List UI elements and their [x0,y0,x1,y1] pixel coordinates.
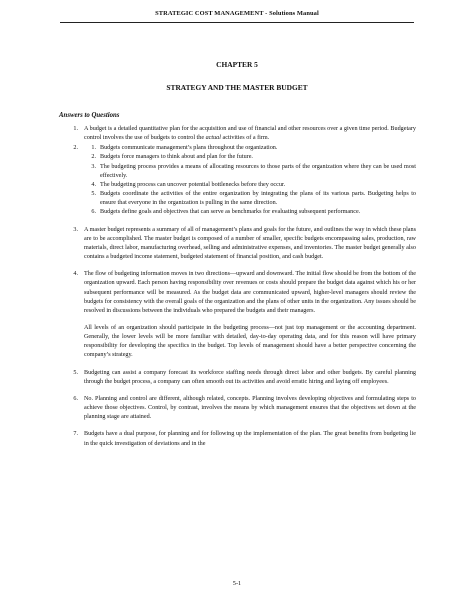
answer-paragraph: The flow of budgeting information moves in two directions—upward and downward. The initial flow should be from the bottom of the organization upward. Each person having responsibility over revenues or costs should prepare the budget data against which his or her subsequent performance will be measured. As the budget data are communicated upward, higher-level managers should review the budgets for consistency with the overall goals of the organization and the plans of other units in the organization. Any issues should be resolved in discussions between the individuals who prepared the budgets and their managers. [84,271,416,314]
list-item [91,181,416,190]
list-item-text: Budgets coordinate the activities of the entire organization by integrating the plans of its various parts. Budgeting helps to ensure that everyone in the organization is pulling in the same direction. [100,191,416,207]
chapter-title: STRATEGY AND THE MASTER BUDGET [166,83,308,92]
answers-list [0,125,474,449]
page-number: 5-1 [232,580,242,587]
running-header: STRATEGIC COST MANAGEMENT - Solutions Manual [155,10,319,17]
answer-number: 1. [73,126,78,132]
answer-emphasis: actual [205,135,221,142]
list-item-text: Budgets force managers to think about and plan for the future. [100,154,253,161]
answer-1 [73,125,416,143]
answer-6 [73,395,416,422]
answer-4 [73,270,416,360]
list-item-text: The budgeting process can uncover potential bottlenecks before they occur. [100,181,286,188]
answer-text: A master budget represents a summary of all of management’s plans and goals for the future, and outlines the way in which these plans are to be accomplished. The master budget is composed of a number of smaller, specific budgets encompassing sales, production, raw materials, direct labor, manufacturing overhead, selling and administrative expenses, and inventories. The master budget generally also contains a budgeted income statement, budgeted statement of financial position, and cash budget. [84,226,416,261]
answer-number: 4. [73,271,78,278]
list-item-number: 5. [91,191,96,198]
list-item-text: Budgets communicate management’s plans throughout the organization. [100,145,278,152]
answer-number: 2. [73,145,78,152]
list-item [91,144,416,153]
list-item-text: The budgeting process provides a means of allocating resources to those parts of the organization where they can be used most effectively. [100,163,416,179]
list-item-number: 4. [91,181,96,188]
list-item [91,163,416,181]
answer-2 [73,144,416,217]
section-heading: Answers to Questions [59,112,120,119]
answer-paragraph: All levels of an organization should participate in the budgeting process—not just top management or the accounting department. Generally, the lower levels will be more familiar with detailed, day-to-day operating data, and for this reason will have primary responsibility for developing the specifics in the budget. Top levels of management should have a better perspective concerning the company’s strategy. [84,324,416,359]
answer-number: 7. [73,431,78,438]
list-item-number: 6. [91,209,96,216]
answer-number: 6. [73,395,78,402]
answer-5 [73,369,416,387]
answer-number: 3. [73,226,78,233]
list-item-number: 1. [91,145,96,152]
list-item [91,190,416,208]
list-item-number: 2. [91,154,96,161]
list-item-number: 3. [91,163,96,170]
answer-3 [73,226,416,263]
answer-text: No. Planning and control are different, although related, concepts. Planning involves developing objectives and formulating steps to achieve those objectives. Control, by contrast, involves the means by which management ensures that the objectives set down at the planning stage are attained. [84,395,416,421]
chapter-label: CHAPTER 5 [216,60,258,69]
answer-text-end: activities of a firm. [220,135,270,142]
answer-text: A budget is a detailed quantitative plan for the acquisition and use of financial and other resources over a given time period. Budgetary control involves the use of budgets to control the [84,126,416,142]
answer-7 [73,430,416,448]
answer-text: Budgeting can assist a company forecast its workforce staffing needs through direct labor and other budgets. By careful planning through the budget process, a company can often smooth out its activities and avoid erratic hiring and laying off employees. [84,369,416,385]
answer-text: Budgets have a dual purpose, for planning and for following up the implementation of the plan. The great benefits from budgeting lie in the quick investigation of deviations and in the [84,431,416,447]
answer-number: 5. [73,369,78,376]
list-item [91,153,416,162]
list-item-text: Budgets define goals and objectives that can serve as benchmarks for evaluating subsequent performance. [100,209,361,216]
header-rule [60,22,414,23]
list-item [91,208,416,217]
